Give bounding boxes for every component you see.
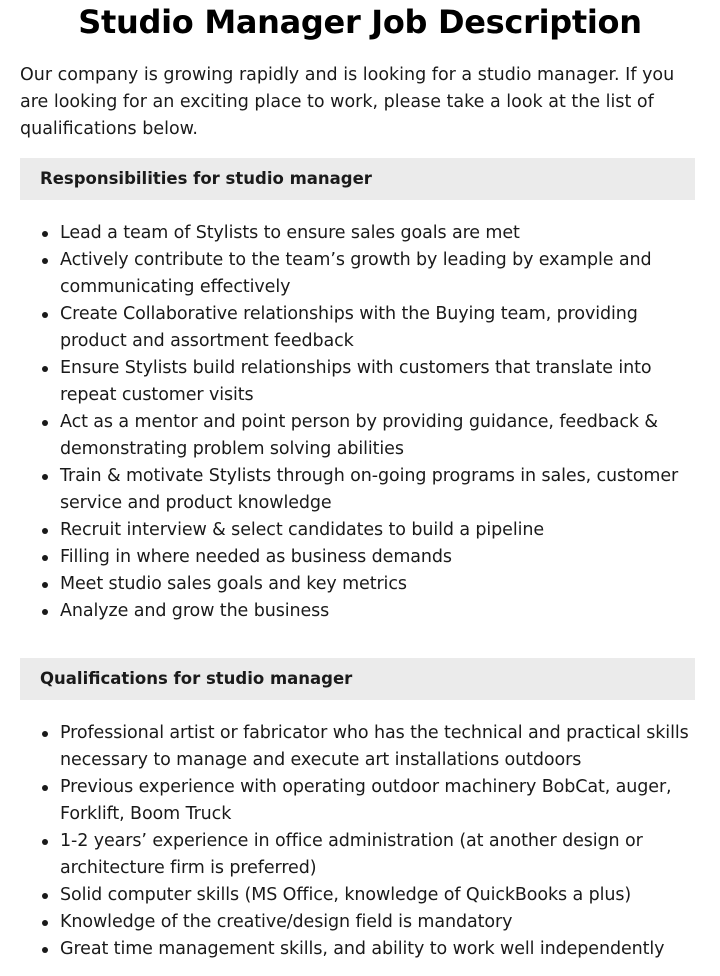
list-item: Analyze and grow the business — [60, 598, 690, 625]
qualifications-list — [0, 720, 720, 963]
list-item: Previous experience with operating outdoor machinery BobCat, auger, Forklift, Boom Truck — [60, 774, 690, 828]
list-item: Great time management skills, and ability to work well independently — [60, 936, 690, 963]
list-item: Train & motivate Stylists through on-going programs in sales, customer service and product knowledge — [60, 463, 690, 517]
list-item: Act as a mentor and point person by providing guidance, feedback & demonstrating problem solving abilities — [60, 409, 690, 463]
page-title: Studio Manager Job Description — [78, 3, 642, 41]
responsibilities-list — [0, 220, 720, 625]
list-item: Create Collaborative relationships with the Buying team, providing product and assortment feedback — [60, 301, 690, 355]
spacer — [0, 625, 720, 643]
responsibilities-heading: Responsibilities for studio manager — [20, 158, 695, 200]
list-item: 1-2 years’ experience in office administration (at another design or architecture firm is preferred) — [60, 828, 690, 882]
list-item: Recruit interview & select candidates to build a pipeline — [60, 517, 690, 544]
list-item: Filling in where needed as business demands — [60, 544, 690, 571]
intro-paragraph: Our company is growing rapidly and is looking for a studio manager. If you are looking for an exciting place to work, please take a look at the list of qualifications below. — [20, 65, 675, 139]
list-item: Actively contribute to the team’s growth by leading by example and communicating effectively — [60, 247, 690, 301]
list-item: Professional artist or fabricator who has the technical and practical skills necessary to manage and execute art installations outdoors — [60, 720, 690, 774]
list-item: Ensure Stylists build relationships with customers that translate into repeat customer visits — [60, 355, 690, 409]
list-item: Lead a team of Stylists to ensure sales goals are met — [60, 220, 690, 247]
list-item: Knowledge of the creative/design field is mandatory — [60, 909, 690, 936]
list-item: Solid computer skills (MS Office, knowledge of QuickBooks a plus) — [60, 882, 690, 909]
list-item: Meet studio sales goals and key metrics — [60, 571, 690, 598]
qualifications-heading: Qualifications for studio manager — [20, 658, 695, 700]
